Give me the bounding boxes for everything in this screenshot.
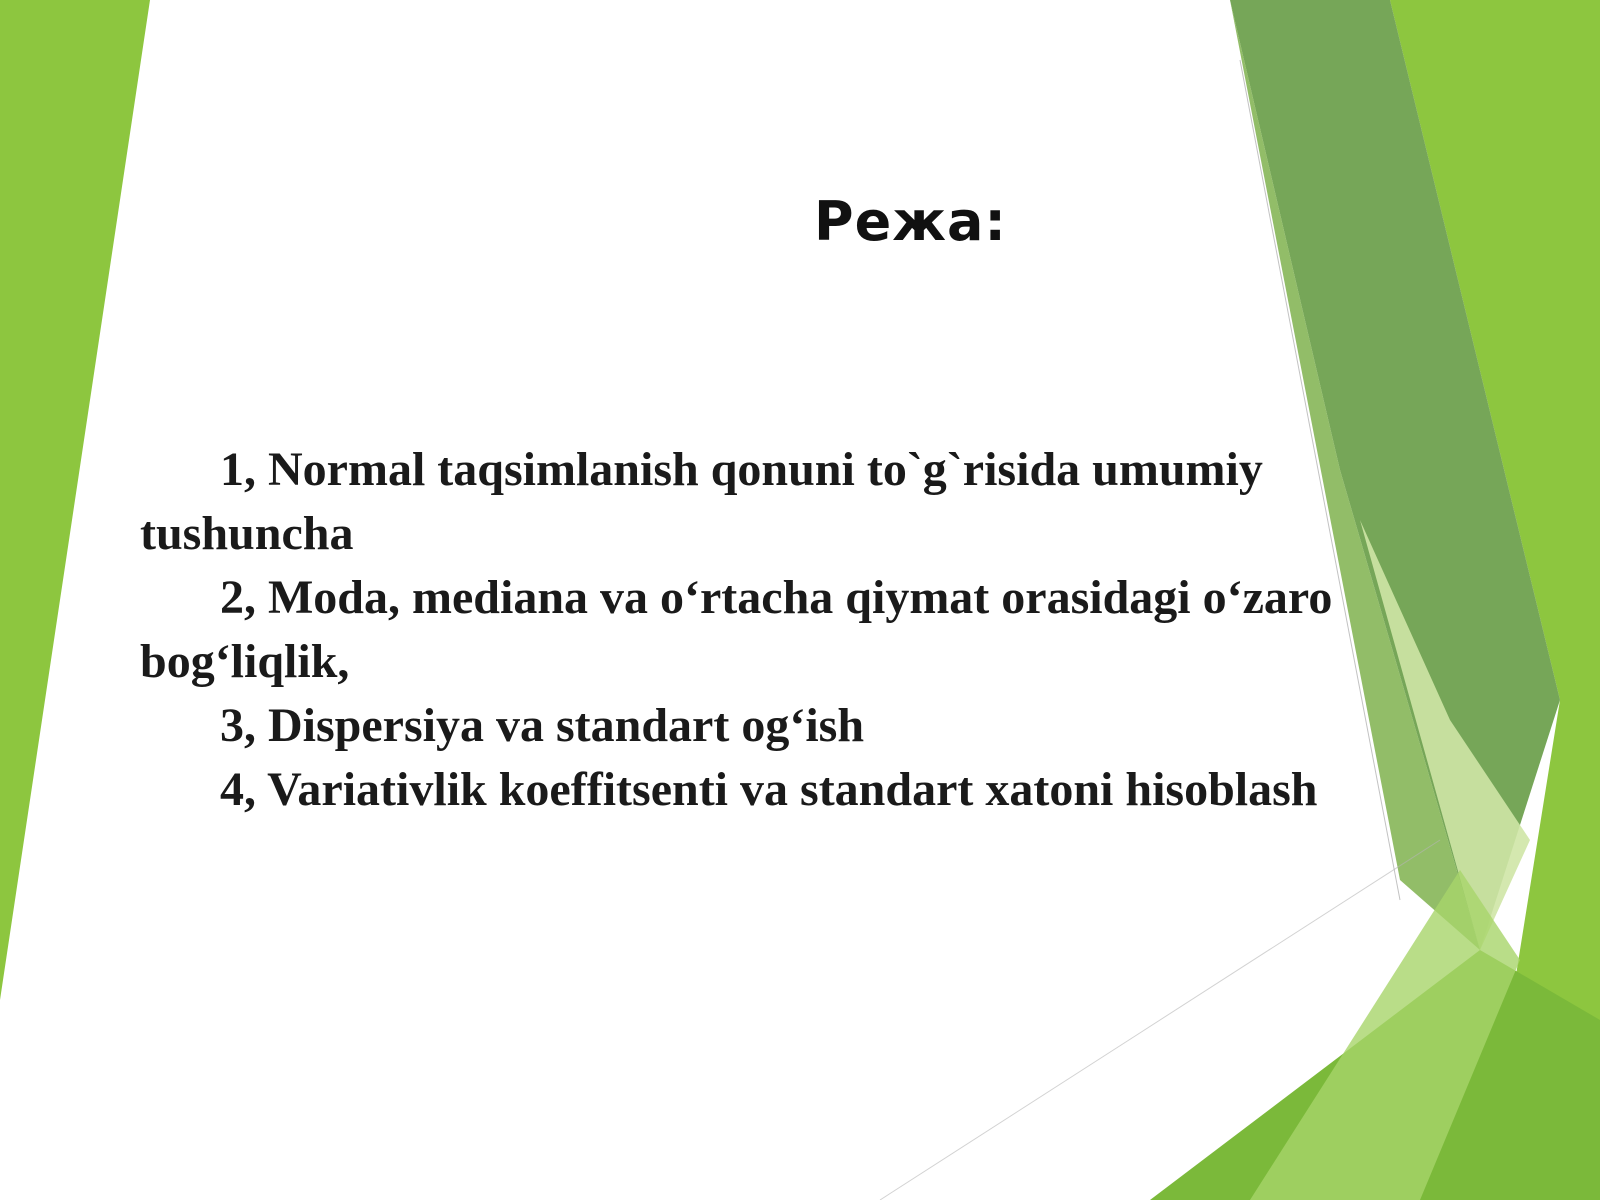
left-green-wedge (0, 0, 150, 1000)
plan-list (140, 438, 1470, 822)
plan-item: 2, Moda, mediana va o‘rtacha qiymat orasidagi o‘zaro bog‘liqlik, (140, 571, 1333, 688)
plan-item: 1, Normal taqsimlanish qonuni to`g`risida umumiy tushuncha (140, 443, 1263, 560)
plan-item: 4, Variativlik koeffitsenti va standart xatoni hisoblash (220, 763, 1318, 816)
slide-title: Режа: (814, 190, 1007, 253)
plan-item: 3, Dispersiya va standart og‘ish (220, 699, 865, 752)
